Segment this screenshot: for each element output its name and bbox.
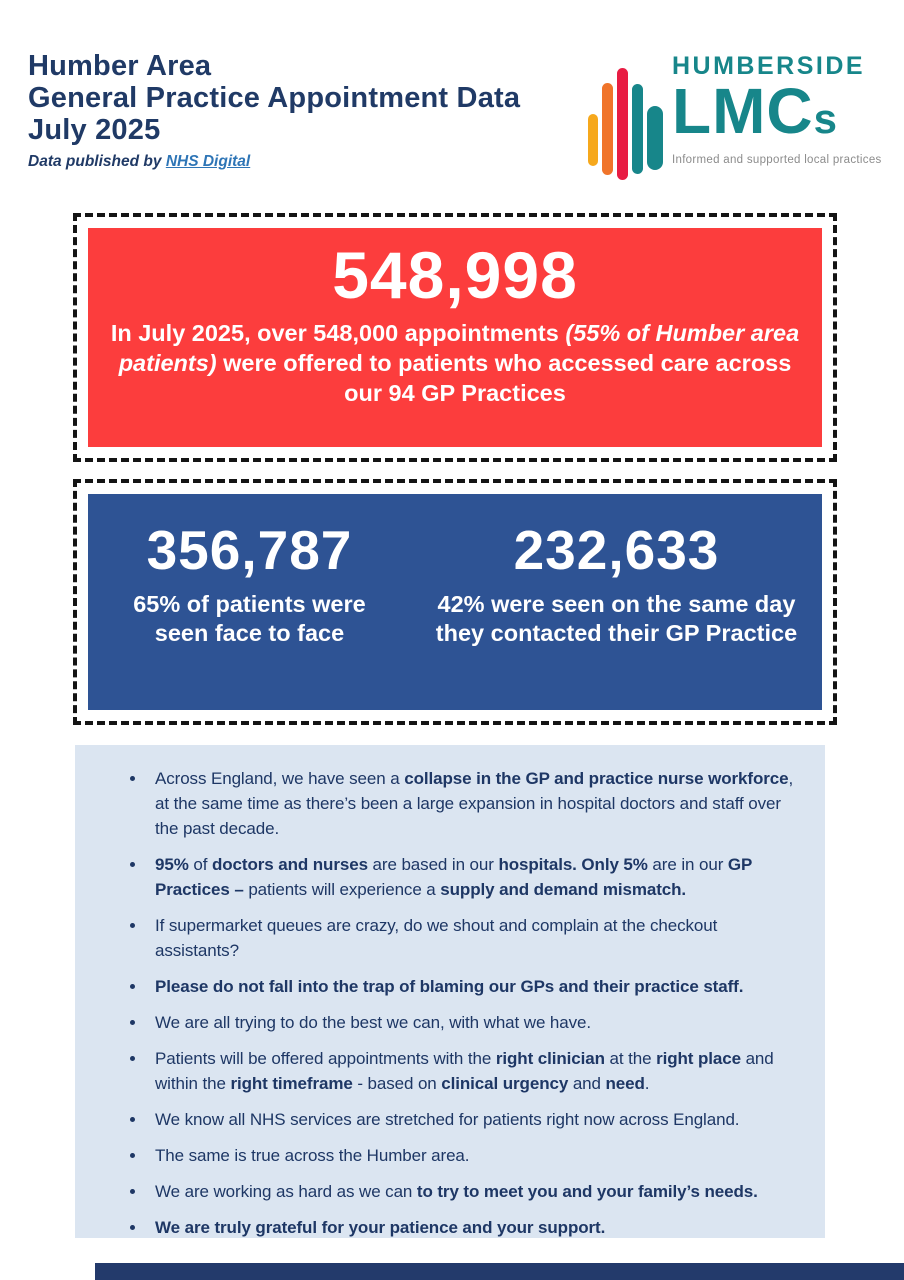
page-title-line3: July 2025 — [28, 114, 161, 146]
total-appointments-number: 548,998 — [332, 238, 578, 312]
published-by-line — [28, 153, 520, 171]
logo-tagline: Informed and supported local practices — [672, 154, 882, 166]
bullet-item: • We know all NHS services are stretched for patients right now across England. — [147, 1107, 825, 1132]
red-caption-part2: were offered to patients who accessed care across our 94 GP Practices — [216, 350, 792, 407]
logo-text — [672, 52, 882, 166]
bullet-item: • 95% of doctors and nurses are based in our hospitals. Only 5% are in our GP Practices – patients will experience a supply and demand mismatch. — [147, 852, 825, 902]
key-messages-panel — [75, 745, 825, 1238]
same-day-caption: 42% were seen on the same day they contacted their GP Practice — [435, 591, 798, 647]
humberside-lmcs-logo — [588, 52, 890, 187]
red-caption-italic: (55% of Humber area patients) — [118, 320, 800, 377]
logo-brand-top: HUMBERSIDE — [672, 52, 866, 80]
bullet-item: • We are truly grateful for your patience and your support. — [147, 1215, 825, 1240]
total-appointments-caption — [110, 318, 800, 408]
red-stat-panel — [73, 213, 837, 462]
bullet-item: • The same is true across the Humber area. — [147, 1143, 825, 1168]
logo-brand-main — [672, 75, 882, 150]
blue-stat-panel — [73, 479, 837, 725]
bullet-item: • If supermarket queues are crazy, do we shout and complain at the checkout assistants? — [147, 913, 825, 963]
bullet-item: • Please do not fall into the trap of blaming our GPs and their practice staff. — [147, 974, 825, 999]
face-to-face-caption: 65% of patients were seen face to face — [133, 591, 366, 647]
logo-s: s — [813, 95, 838, 142]
header — [28, 50, 520, 171]
red-caption-part1: In July 2025, over 548,000 appointments — [110, 320, 566, 346]
red-stat-fill — [88, 228, 822, 447]
bullet-item: • We are working as hard as we can to try to meet you and your family’s needs. — [147, 1179, 825, 1204]
same-day-number: 232,633 — [513, 519, 720, 581]
same-day-stat — [411, 494, 822, 710]
footer-bar — [95, 1263, 904, 1280]
bullet-item: • We are all trying to do the best we can, with what we have. — [147, 1010, 825, 1035]
logo-bar-orange — [602, 83, 613, 175]
published-by-prefix: Data published by — [28, 153, 166, 170]
bullet-item: • Across England, we have seen a collapse in the GP and practice nurse workforce, at the same time as there’s been a large expansion in hospital doctors and staff over the past decade. — [147, 766, 825, 841]
logo-bar-crimson — [617, 68, 628, 180]
nhs-digital-link[interactable]: NHS Digital — [165, 153, 251, 170]
key-messages-list — [75, 766, 825, 1240]
logo-lmc: LMC — [672, 75, 814, 147]
logo-bar-teal-2 — [647, 106, 663, 170]
blue-stat-fill — [88, 494, 822, 710]
face-to-face-number: 356,787 — [146, 519, 353, 581]
hand-bars-icon — [588, 58, 663, 180]
logo-bar-gold — [588, 114, 598, 166]
page-title-line1: Humber Area — [28, 50, 212, 82]
face-to-face-stat — [88, 494, 411, 710]
logo-bar-teal-1 — [632, 84, 643, 174]
bullet-item: • Patients will be offered appointments with the right clinician at the right place and within the right timeframe - based on clinical urgency and need. — [147, 1046, 825, 1096]
page-title-line2: General Practice Appointment Data — [28, 82, 521, 114]
